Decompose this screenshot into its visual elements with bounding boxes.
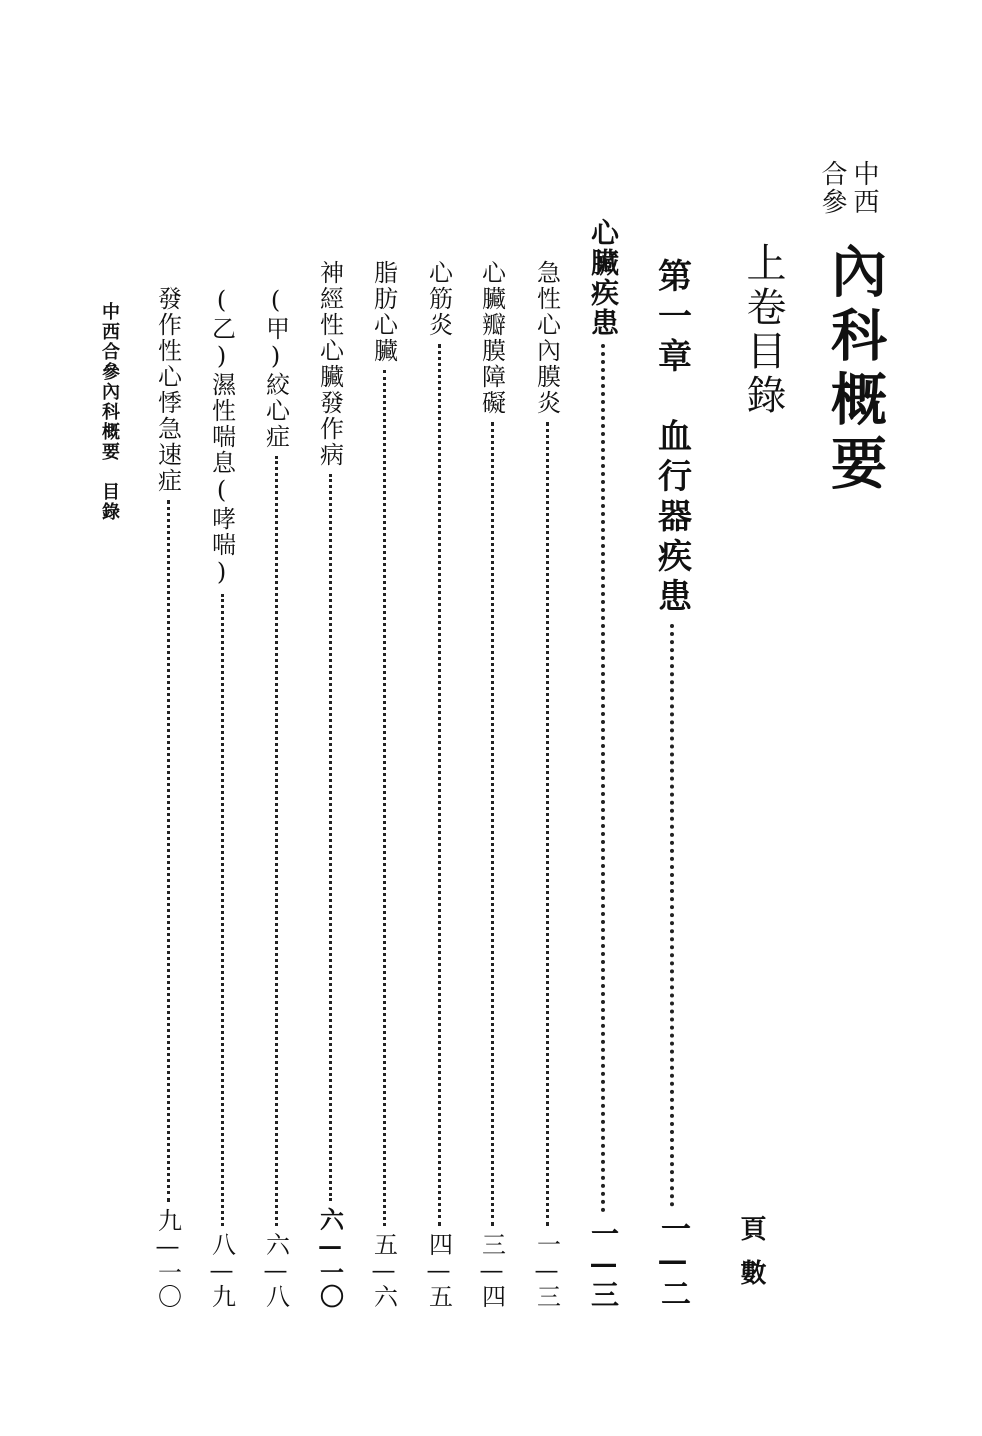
toc-entry-page: 三—四 bbox=[477, 1232, 506, 1308]
toc-entry-page: 六—一〇 bbox=[315, 1207, 345, 1308]
toc-entry-label: (甲)絞心症 bbox=[261, 286, 290, 450]
leader-dots bbox=[546, 422, 549, 1226]
toc-entry-label: 心筋炎 bbox=[424, 260, 453, 338]
toc-entry-label: 神經性心臟發作病 bbox=[315, 260, 344, 468]
toc-entry-label: 心臟疾患 bbox=[587, 218, 620, 338]
toc-entry-label: 第一章 血行器疾患 bbox=[651, 258, 692, 618]
leader-dots bbox=[383, 370, 386, 1226]
toc-entry-page: 五—六 bbox=[369, 1232, 398, 1308]
toc-entry-page: 一—三 bbox=[587, 1219, 620, 1308]
toc-entry[interactable] bbox=[422, 260, 456, 1308]
toc-entry-page: 一—二 bbox=[655, 1213, 690, 1308]
toc-entry-page: 四—五 bbox=[424, 1232, 453, 1308]
book-title: 內科概要 bbox=[822, 242, 888, 498]
toc-entry-page: 六—八 bbox=[261, 1232, 290, 1308]
toc-entry-page: 九—一〇 bbox=[153, 1208, 182, 1308]
toc-entry[interactable] bbox=[205, 286, 239, 1308]
toc-entry[interactable] bbox=[475, 260, 509, 1308]
leader-dots bbox=[601, 344, 605, 1213]
leader-dots bbox=[491, 422, 494, 1226]
toc-entry[interactable] bbox=[313, 260, 347, 1308]
toc-entry-label: (乙)濕性喘息(哮喘) bbox=[207, 286, 236, 588]
toc-entry[interactable] bbox=[259, 286, 293, 1308]
toc-entry-page: 八—九 bbox=[207, 1232, 236, 1308]
toc-entry-label: 發作性心悸急速症 bbox=[153, 286, 182, 494]
volume-toc-heading: 上卷目錄 bbox=[740, 242, 786, 418]
page-number-label: 頁數 bbox=[736, 1215, 766, 1303]
leader-dots bbox=[167, 500, 170, 1202]
toc-entry-label: 心臟瓣膜障礙 bbox=[477, 260, 506, 416]
toc-entry-label: 急性心內膜炎 bbox=[532, 260, 561, 416]
leader-dots bbox=[670, 624, 674, 1207]
leader-dots bbox=[438, 344, 441, 1226]
toc-entry-page: 一—三 bbox=[532, 1232, 561, 1308]
leader-dots bbox=[275, 456, 278, 1226]
toc-entry-label: 脂肪心臟 bbox=[369, 260, 398, 364]
toc-entry[interactable] bbox=[530, 260, 564, 1308]
leader-dots bbox=[329, 474, 332, 1201]
title-prefix-col2: 合參 bbox=[817, 160, 847, 216]
toc-entry[interactable] bbox=[367, 260, 401, 1308]
toc-entry[interactable] bbox=[151, 286, 185, 1308]
leader-dots bbox=[221, 594, 224, 1226]
running-footer: 中西合參內科概要 目錄 bbox=[99, 302, 120, 522]
title-prefix bbox=[818, 160, 878, 216]
title-prefix-col1: 中西 bbox=[849, 160, 879, 216]
toc-entry-section[interactable] bbox=[584, 218, 622, 1308]
toc-entry-chapter[interactable] bbox=[652, 258, 692, 1308]
